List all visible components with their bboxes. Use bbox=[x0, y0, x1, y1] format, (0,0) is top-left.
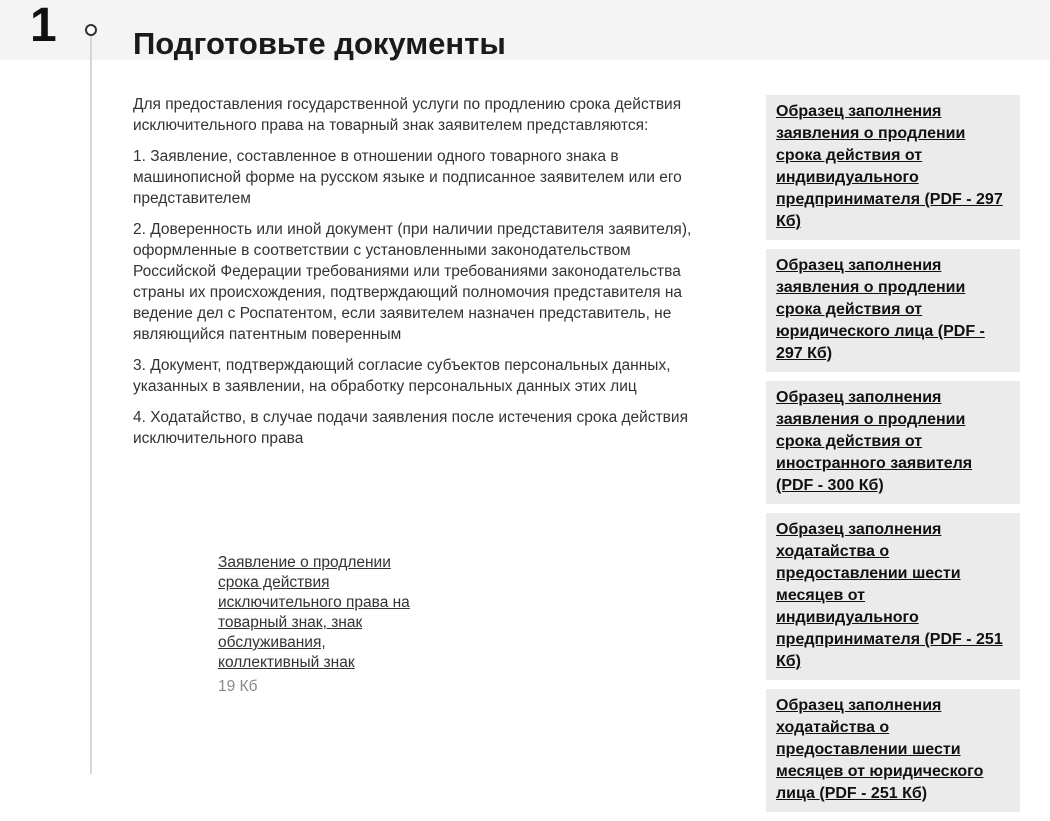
samples-sidebar bbox=[766, 95, 1020, 821]
requirement-item-4: 4. Ходатайство, в случае подачи заявления после истечения срока действия исключительного права bbox=[133, 409, 688, 447]
sample-link-ip-petition[interactable]: Образец заполнения ходатайства о предоставлении шести месяцев от индивидуального предпринимателя (PDF - 251 Кб) bbox=[776, 521, 1003, 670]
intro-paragraph: Для предоставления государственной услуги по продлению срока действия исключительного права на товарный знак заявителем представляются: bbox=[133, 96, 682, 134]
sample-card bbox=[766, 381, 1020, 504]
sample-card bbox=[766, 689, 1020, 812]
requirement-item-3: 3. Документ, подтверждающий согласие субъектов персональных данных, указанных в заявлении, на обработку персональных данных этих лиц bbox=[133, 357, 671, 395]
sample-link-foreign-applicant[interactable]: Образец заполнения заявления о продлении срока действия от иностранного заявителя (PDF - 300 Кб) bbox=[776, 389, 973, 494]
sample-link-legal-entity-application[interactable]: Образец заполнения заявления о продлении срока действия от юридического лица (PDF - 297 Кб) bbox=[776, 257, 985, 362]
timeline-line bbox=[90, 34, 92, 774]
timeline-dot-icon bbox=[85, 24, 97, 36]
sample-link-legal-entity-petition[interactable]: Образец заполнения ходатайства о предоставлении шести месяцев от юридического лица (PDF - 251 Кб) bbox=[776, 697, 984, 802]
sample-card bbox=[766, 95, 1020, 240]
file-size: 19 Кб bbox=[218, 678, 258, 695]
requirement-item-1: 1. Заявление, составленное в отношении одного товарного знака в машинописной форме на русском языке и подписанное заявителем или его представителем bbox=[133, 148, 682, 207]
requirement-item-2: 2. Доверенность или иной документ (при наличии представителя заявителя), оформленные в соответствии с установленными законодательством Российской Федерации требованиями или требованиями законодательства страны их происхождения, подтверждающий полномочия представителя на ведение дел с Роспатентом, если заявителем назначен представитель, не являющийся патентным поверенным bbox=[133, 221, 692, 343]
sample-card bbox=[766, 249, 1020, 372]
section-title: Подготовьте документы bbox=[133, 26, 506, 61]
step-number: 1 bbox=[30, 0, 57, 52]
requirements-text bbox=[133, 94, 703, 459]
application-form-download bbox=[218, 553, 418, 697]
sample-card bbox=[766, 513, 1020, 680]
application-form-link[interactable]: Заявление о продлении срока действия исключительного права на товарный знак, знак обслуживания, коллективный знак bbox=[218, 554, 410, 671]
sample-link-ip-application[interactable]: Образец заполнения заявления о продлении срока действия от индивидуального предпринимателя (PDF - 297 Кб) bbox=[776, 103, 1003, 230]
